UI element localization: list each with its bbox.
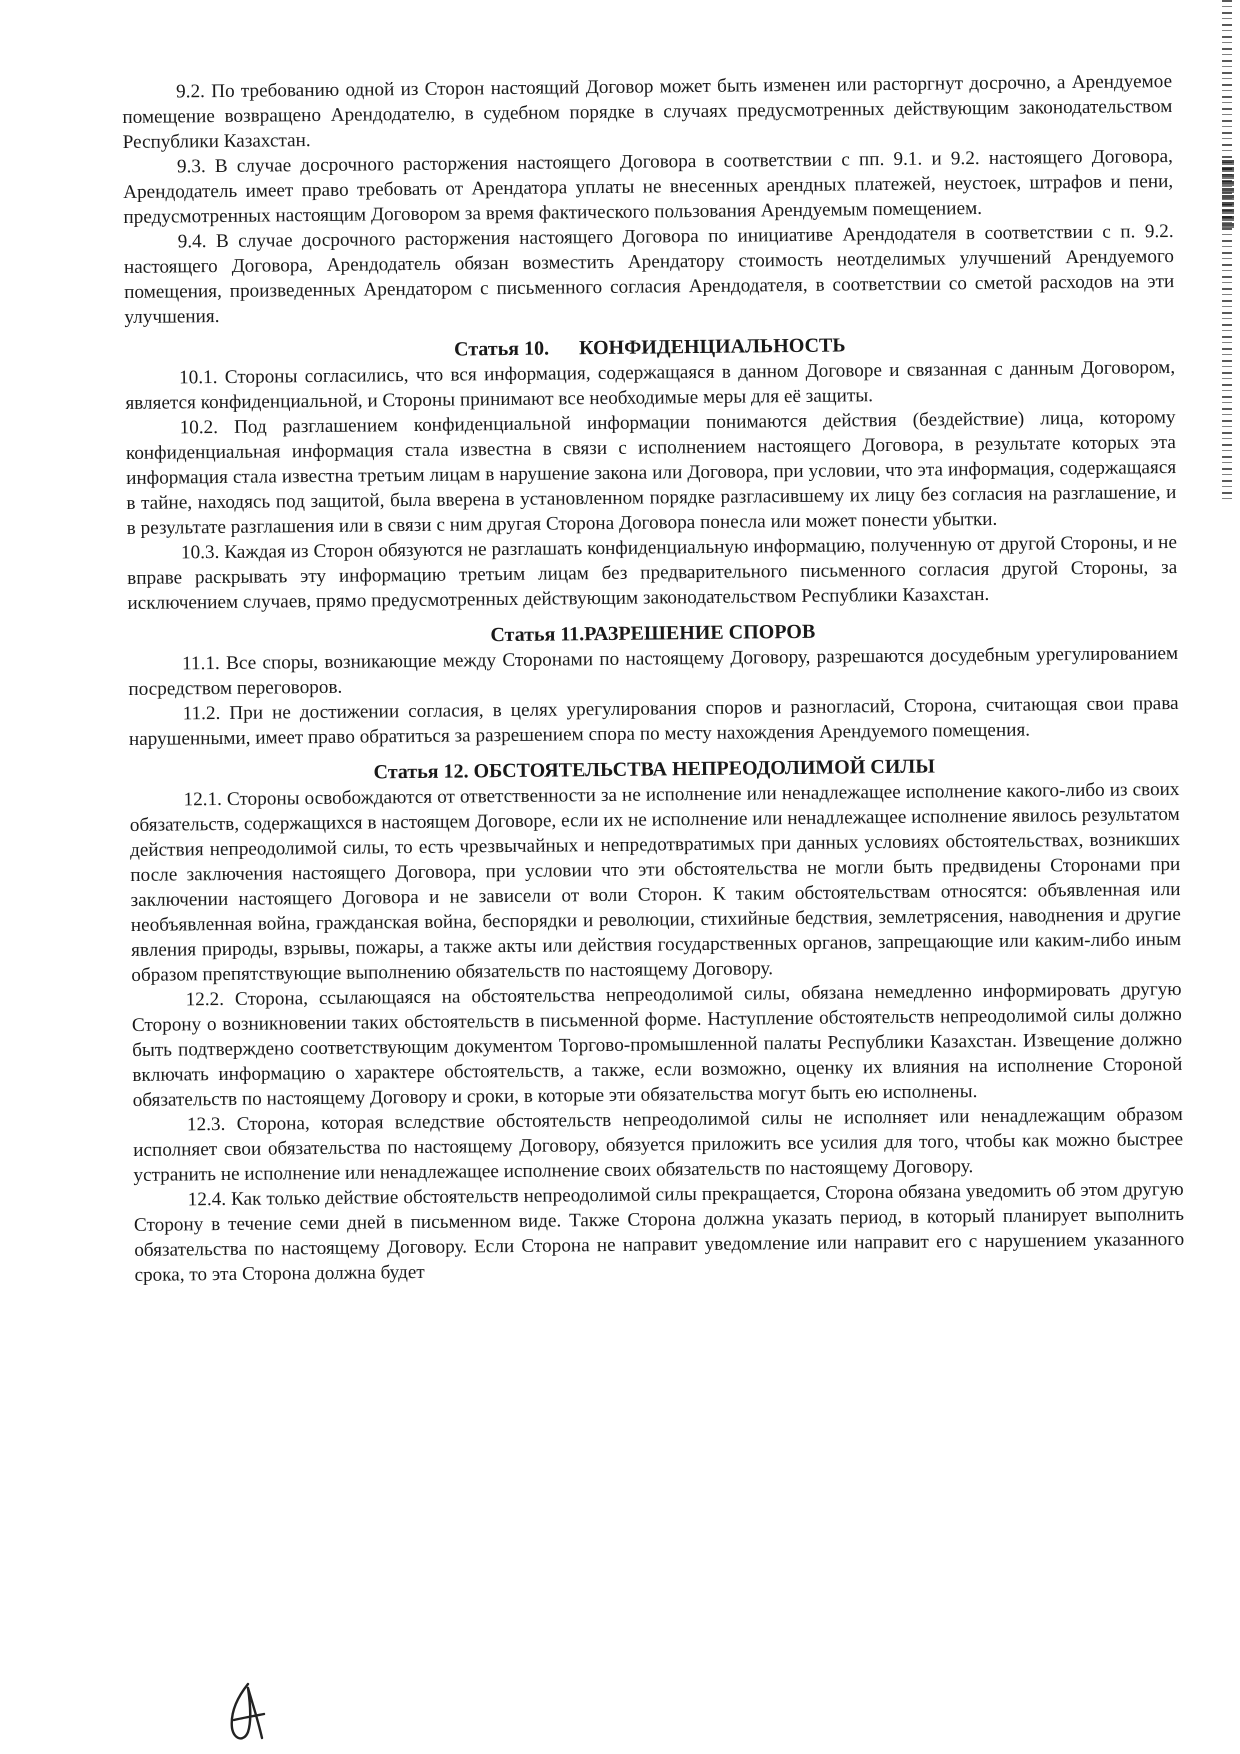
paragraph-11-1: 11.1. Все споры, возникающие между Сторонами по настоящему Договору, разрешаются досудебным урегулированием посредством переговоров.	[128, 642, 1179, 700]
scan-edge-artifact	[1222, 0, 1232, 500]
scan-edge-artifact	[1222, 160, 1234, 230]
paragraph-12-2: 12.2. Сторона, ссылающаяся на обстоятельства непреодолимой силы, обязана немедленно информировать другую Сторону о возникновении таких обстоятельств в письменной форме. Наступление обстоятельств непреодолимой силы должно быть подтверждено соответствующим документом Торгово-промышленной палаты Республики Казахстан. Извещение должно включать информацию о характере обстоятельств, а также, если возможно, оценку их влияния на исполнение Стороной обязательств по настоящему Договору и сроки, в которые эти обязательства могут быть ею исполнены.	[131, 978, 1183, 1111]
paragraph-12-1: 12.1. Стороны освобождаются от ответственности за не исполнение или ненадлежащее исполнение какого-либо из своих обязательств, содержащихся в настоящем Договоре, если их не исполнение или ненадлежащее исполнение явилось результатом действия непреодолимой силы, то есть чрезвычайных и непредотвратимых при данных условиях обстоятельствах, возникших после заключения настоящего Договора, при условии что эти обстоятельства не могли быть предвидены Сторонами при заключении настоящего Договора и не зависели от воли Сторон. К таким обстоятельствам относятся: объявленная или необъявленная война, гражданская война, беспорядки и революции, стихийные бедствия, землетрясения, наводнения и другие явления природы, взрывы, пожары, а также акты или действия государственных органов, запрещающие или каким-либо иным образом препятствующие выполнению обязательств по настоящему Договору.	[129, 778, 1182, 986]
article-10-number: Статья 10.	[453, 337, 550, 361]
article-10-title: КОНФИДЕНЦИАЛЬНОСТЬ	[578, 334, 846, 360]
document-body	[122, 69, 1185, 1288]
signature-mark	[218, 1680, 278, 1750]
paragraph-9-2: 9.2. По требованию одной из Сторон настоящий Договор может быть изменен или расторгнут досрочно, а Арендуемое помещение возвращено Арендодателю, в судебном порядке в случаях предусмотренных действующим законодательством Республики Казахстан.	[122, 71, 1173, 153]
paragraph-9-4: 9.4. В случае досрочного расторжения настоящего Договора по инициативе Арендодателя в соответствии с п. 9.2. настоящего Договора, Арендодатель обязан возместить Арендатору стоимость неотделимых улучшений Арендуемого помещения, произведенных Арендатором с письменного согласия Арендодателя, в соответствии со сметой расходов на эти улучшения.	[123, 220, 1175, 328]
paragraph-10-3: 10.3. Каждая из Сторон обязуются не разглашать конфиденциальную информацию, полученную от другой Стороны, и не вправе раскрывать эту информацию третьим лицам без предварительного письменного согласия другой Стороны, за исключением случаев, прямо предусмотренных действующим законодательством Республики Казахстан.	[127, 531, 1178, 614]
article-11-heading: Статья 11.РАЗРЕШЕНИЕ СПОРОВ	[490, 620, 816, 647]
article-12-heading: Статья 12. ОБСТОЯТЕЛЬСТВА НЕПРЕОДОЛИМОЙ СИЛЫ	[373, 755, 936, 784]
paragraph-12-4: 12.4. Как только действие обстоятельств непреодолимой силы прекращается, Сторона обязана уведомить об этом другую Сторону в течение семи дней в письменном виде. Также Сторона должна указать период, в который планирует выполнить обязательства по настоящему Договору. Если Сторона не направит уведомление или направит его с нарушением указанного срока, то эта Сторона должна будет	[133, 1178, 1185, 1286]
paragraph-10-1: 10.1. Стороны согласились, что вся информация, содержащаяся в данном Договоре и связанная с данным Договором, является конфиденциальной, и Стороны принимают все необходимые меры для её защиты.	[125, 356, 1176, 414]
paragraph-12-3: 12.3. Сторона, которая вследствие обстоятельств непреодолимой силы не исполняет или ненадлежащим образом исполняет свои обязательства по настоящему Договору, обязуется приложить все усилия для того, чтобы как можно быстрее устранить не исполнение или ненадлежащее исполнение своих обязательств по настоящему Договору.	[133, 1103, 1184, 1186]
paragraph-10-2: 10.2. Под разглашением конфиденциальной информации понимаются действия (бездействие) лица, которому конфиденциальная информация стала известна в связи с исполнением настоящего Договора, в результате которых эта информация стала известна третьим лицам в нарушение закона или Договора, при условии, что эта информация, содержащаяся в тайне, находясь под защитой, была вверена в установленном порядке разгласившему их лицу без согласия на разглашение, и в результате разглашения или в связи с ним другая Сторона Договора понесла или может понести убытки.	[125, 406, 1177, 539]
paragraph-11-2: 11.2. При не достижении согласия, в целях урегулирования споров и разногласий, Сторона, считающая свои права нарушенными, имеет право обратиться за разрешением спора по месту нахождения Арендуемого помещения.	[128, 692, 1179, 750]
paragraph-9-3: 9.3. В случае досрочного расторжения настоящего Договора в соответствии с пп. 9.1. и 9.2. настоящего Договора, Арендодатель имеет право требовать от Арендатора уплаты не внесенных арендных платежей, неустоек, штрафов и пени, предусмотренных настоящим Договором за время фактического пользования Арендуемым помещением.	[123, 146, 1174, 228]
